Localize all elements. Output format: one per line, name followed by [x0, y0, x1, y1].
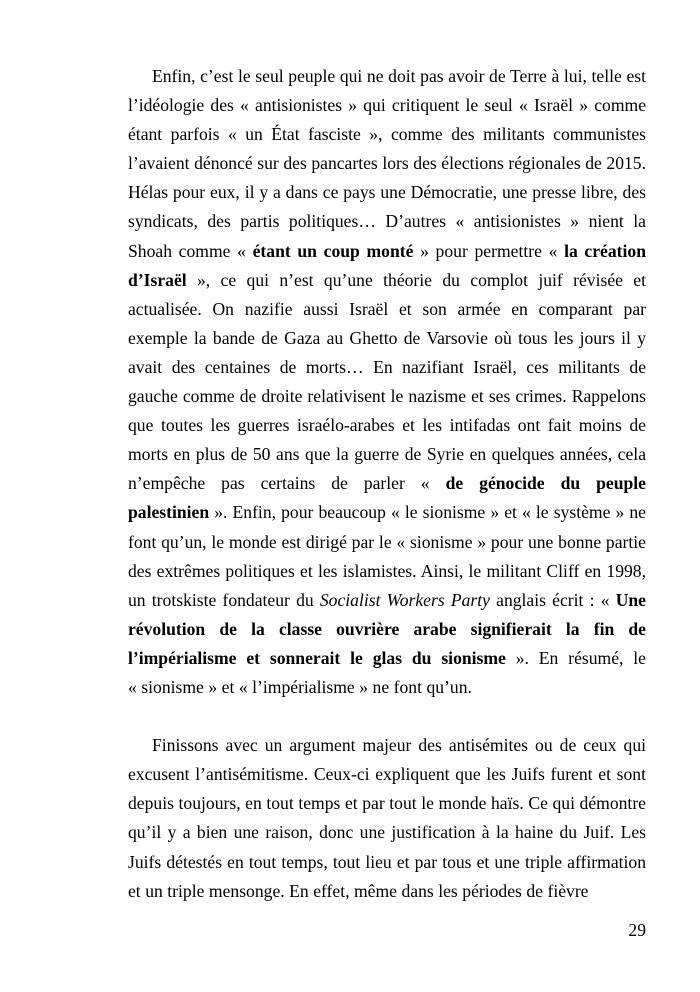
- text-run: ». En résumé, le « sionisme » et « l’impérialisme » ne font qu’un.: [128, 647, 646, 697]
- page-number: 29: [628, 920, 646, 940]
- text-run: ». Enfin, pour beaucoup « le sionisme » et « le système » ne font qu’un, le monde est dirigé par le « sionisme » pour une bonne partie des extrêmes politiques et les islamistes. Ainsi, le militant Cliff en 1998, un trotskiste fondateur du: [128, 502, 646, 610]
- body-text-column: [128, 62, 646, 906]
- text-run-bold: la création d’Israël: [128, 240, 646, 290]
- paragraph-2: [128, 731, 646, 906]
- text-run: Finissons avec un argument majeur des antisémites ou de ceux qui excusent l’antisémitisme. Ceux-ci expliquent que les Juifs furent et sont depuis toujours, en tout temps et par tout le monde haïs. Ce qui démontre qu’il y a bien une raison, donc une justification à la haine du Juif. Les Juifs détestés en tout temps, tout lieu et par tous et une triple affirmation et un triple mensonge. En effet, même dans les périodes de fièvre: [128, 735, 646, 901]
- paragraph-1: [128, 62, 646, 702]
- text-run-italic: Socialist Workers Party: [319, 589, 490, 610]
- text-run: », ce qui n’est qu’une théorie du complot juif révisée et actualisée. On nazifie aussi Israël et son armée en comparant par exemple la bande de Gaza au Ghetto de Varsovie où tous les jours il y avait des centaines de morts… En nazifiant Israël, ces militants de gauche comme de droite relativisent le nazisme et ses crimes. Rappelons que toutes les guerres israélo-arabes et les intifadas ont fait moins de morts en plus de 50 ans que la guerre de Syrie en quelques années, cela n’empêche pas certains de parler «: [128, 269, 646, 494]
- text-run: anglais écrit : «: [489, 589, 616, 610]
- text-run: » pour permettre «: [413, 240, 565, 261]
- text-run: Enfin, c’est le seul peuple qui ne doit pas avoir de Terre à lui, telle est l’idéologie des « antisionistes » qui critiquent le seul « Israël » comme étant parfois « un État fasciste », comme des militants communistes l’avaient dénoncé sur des pancartes lors des élections régionales de 2015. Hélas pour eux, il y a dans ce pays une Démocratie, une presse libre, des syndicats, des partis politiques… D’autres « antisionistes » nient la Shoah comme «: [128, 66, 646, 261]
- text-run-bold: Une révolution de la classe ouvrière arabe signifierait la fin de l’impérialisme et sonnerait le glas du sionisme: [128, 589, 646, 668]
- text-run-bold: de génocide du peuple palestinien: [128, 473, 646, 523]
- text-run-bold: étant un coup monté: [252, 240, 414, 261]
